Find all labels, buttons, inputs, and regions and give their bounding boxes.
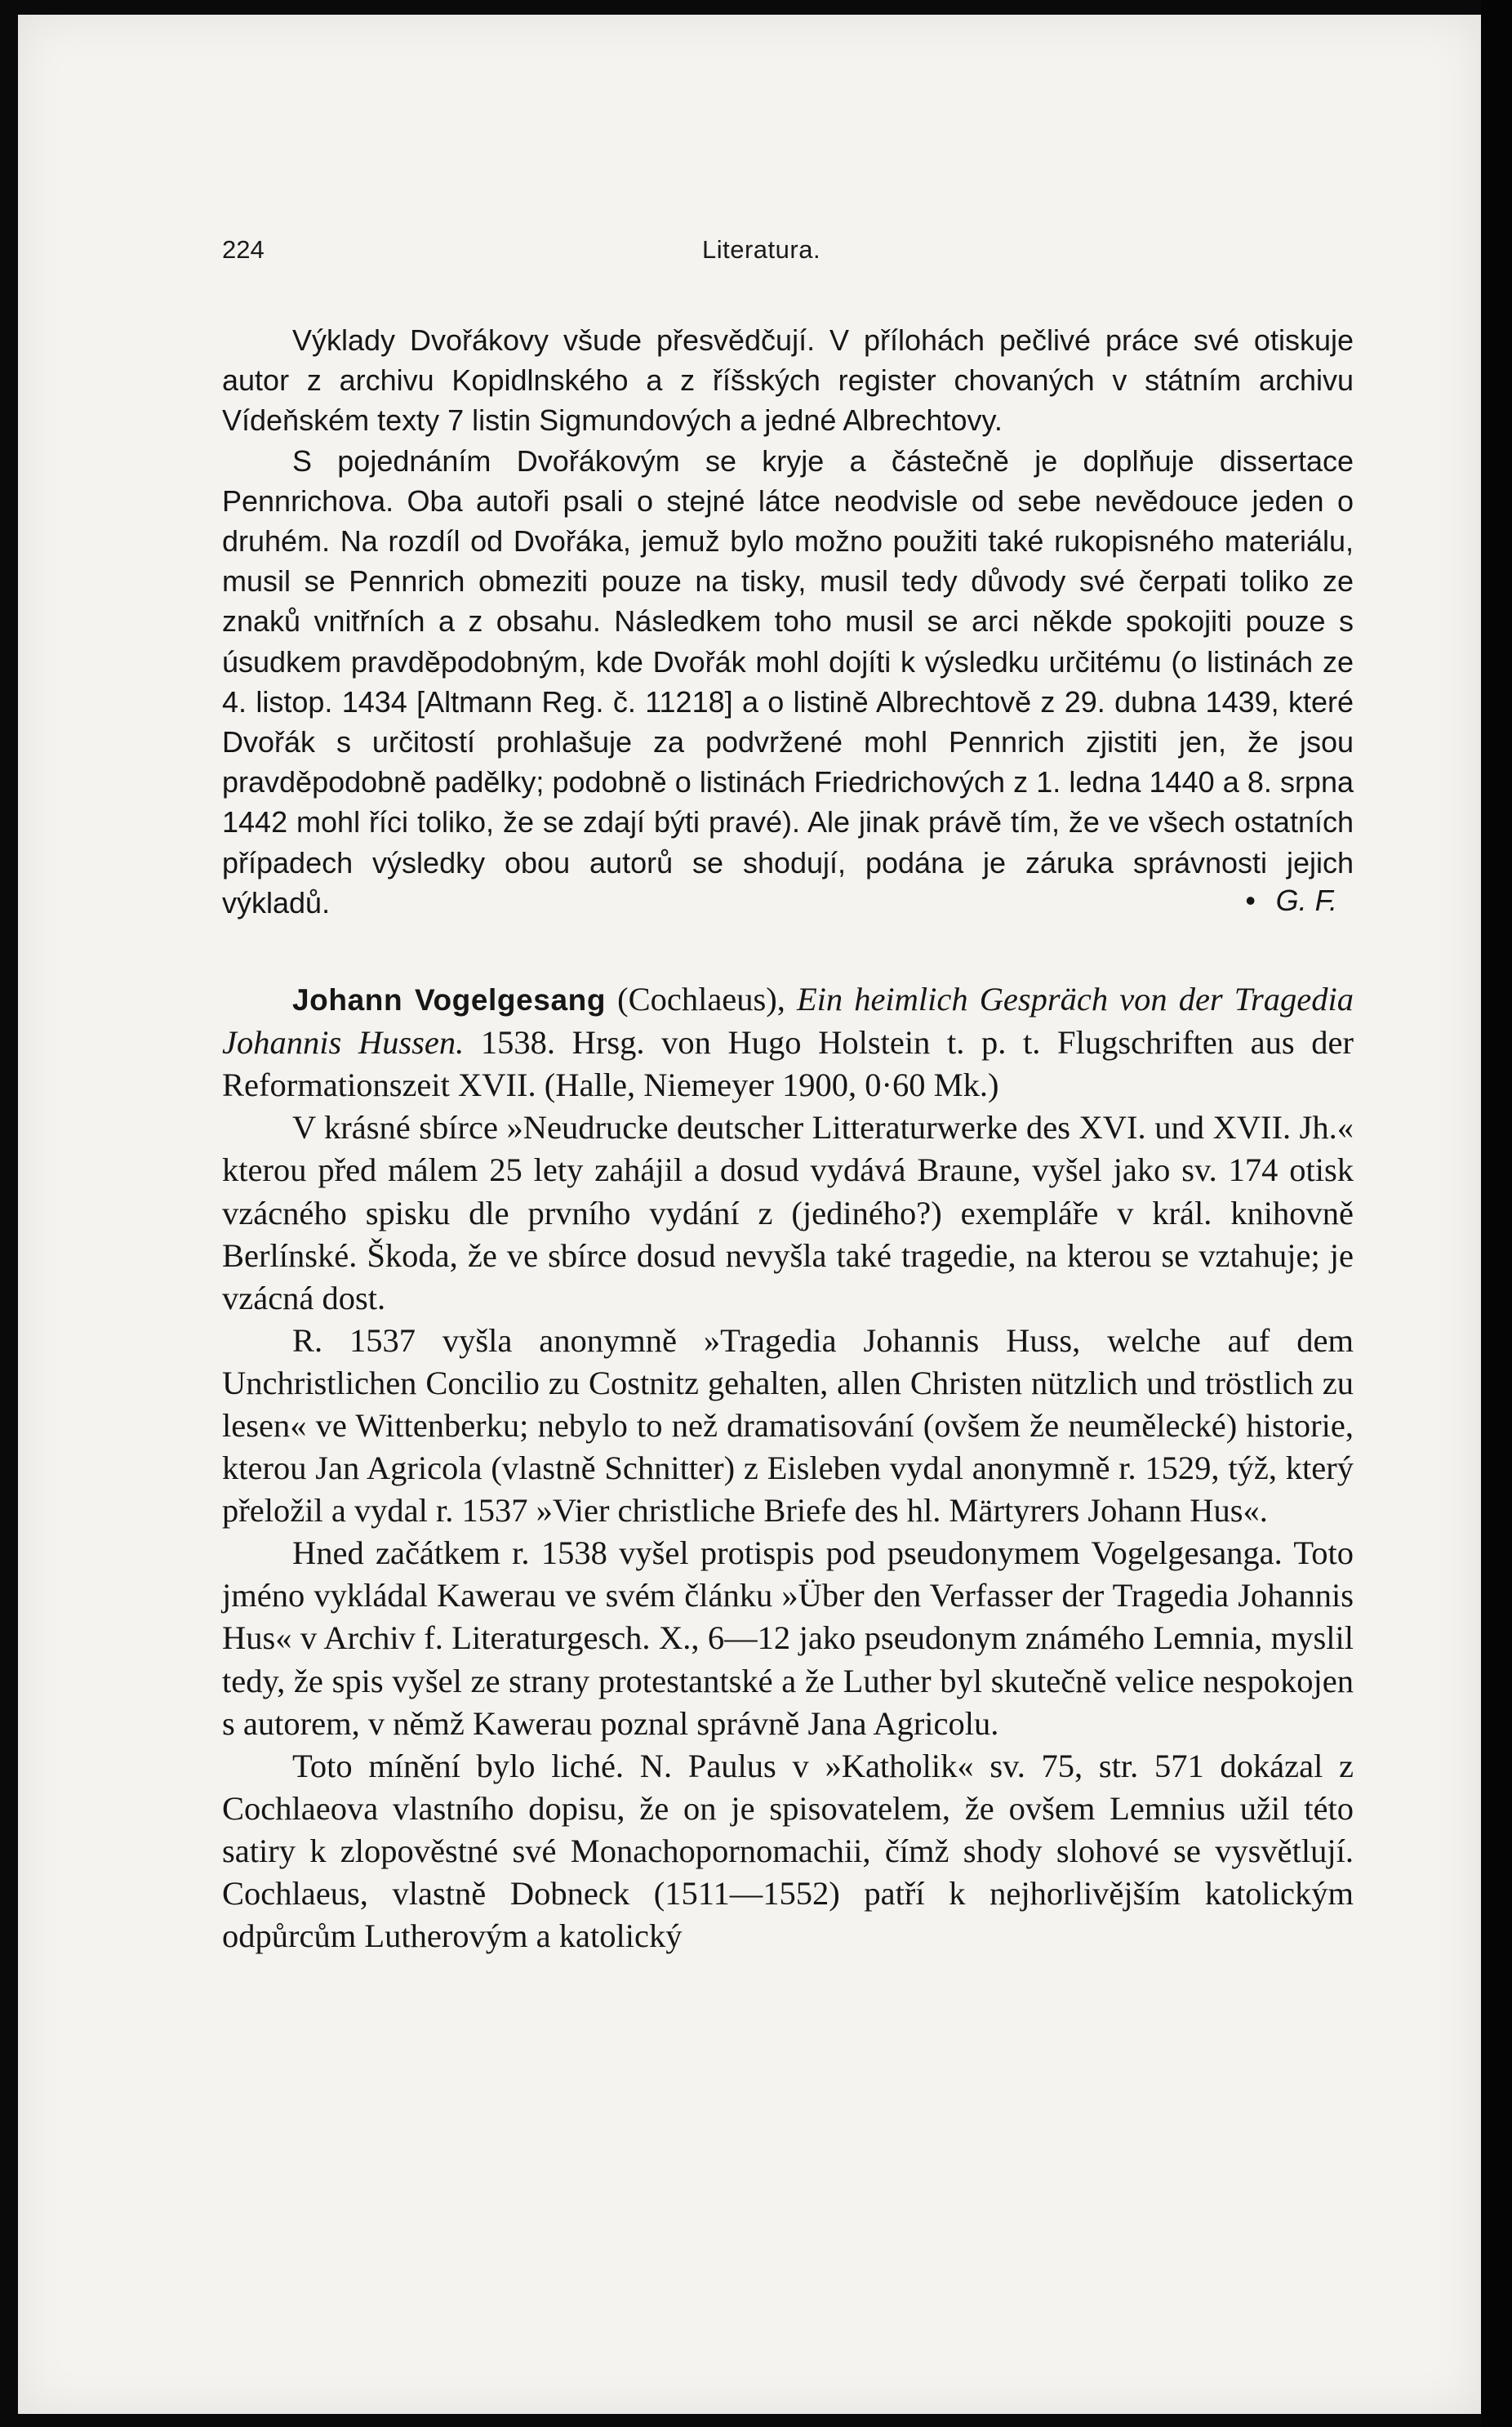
running-title: Literatura.: [702, 235, 821, 264]
scan-edge: [1481, 0, 1512, 2427]
paragraph: S pojednáním Dvořákovým se kryje a částečně je doplňuje dissertace Pennrichova. Oba autoři psali o stejné látce neodvisle od sebe nevědouce jeden o druhém. Na rozdíl od Dvořáka, jemuž bylo možno použiti také rukopisného materiálu, musil se Pennrich obmeziti pouze na tisky, musil tedy důvody své čerpati toliko ze znaků vnitřních a z obsahu. Následkem toho musil se arci někde spokojiti pouze s úsudkem pravděpodobným, kde Dvořák mohl dojíti k výsledku určitému (o listinách ze 4. listop. 1434 [Altmann Reg. č. 11218] a o listině Albrechtově z 29. dubna 1439, které Dvořák s určitostí prohlašuje za podvržené mohl Pennrich zjistiti jen, že jsou pravděpodobně padělky; podobně o listinách Friedrichových z 1. ledna 1440 a 8. srpna 1442 mohl říci toliko, že se zdají býti pravé). Ale jinak právě tím, že ve všech ostatních případech výsledky obou autorů se shodují, podána je záruka správnosti jejich výkladů.: [222, 443, 1354, 920]
paragraph: Výklady Dvořákovy všude přesvědčují. V přílohách pečlivé práce své otiskuje autor z archivu Kopidlnského a z říšských register chovaných v státním archivu Vídeňském texty 7 listin Sigmundových a jedné Albrechtovy.: [222, 323, 1354, 438]
page-text: [222, 220, 1354, 1957]
review-heading: [222, 978, 1354, 1107]
page-header: [222, 220, 1354, 273]
author-name: Johann Vogelgesang: [292, 983, 607, 1018]
paragraph: R. 1537 vyšla anonymně »Tragedia Johannis Huss, welche auf dem Unchristlichen Concilio zu Costnitz gehalten, allen Christen nützlich und tröstlich zu lesen« ve Wittenberku; nebylo to než dramatisování (ovšem že neumělecké) historie, kterou Jan Agricola (vlastně Schnitter) z Eisleben vydal anonymně r. 1529, týž, který přeložil a vydal r. 1537 »Vier christliche Briefe des hl. Märtyrers Johann Hus«.: [222, 1321, 1354, 1530]
paragraph: Hned začátkem r. 1538 vyšel protispis pod pseudonymem Vogelgesanga. Toto jméno vykládal Kawerau ve svém článku »Über den Verfasser der Tragedia Johannis Hus« v Archiv f. Literaturgesch. X., 6—12 jako pseudonym známého Lemnia, myslil tedy, že spis vyšel ze strany protestantské a že Luther byl skutečně velice nespokojen s autorem, v němž Kawerau poznal správně Jana Agricolu.: [222, 1534, 1354, 1742]
paragraph: V krásné sbírce »Neudrucke deutscher Litteraturwerke des XVI. und XVII. Jh.« kterou před málem 25 lety zahájil a dosud vydává Braune, vyšel jako sv. 174 otisk vzácného spisku dle prvního vydání z (jediného?) exempláře v král. knihovně Berlínské. Škoda, že ve sbírce dosud nevyšla také tragedie, na kterou se vztahuje; je vzácná dost.: [222, 1109, 1354, 1316]
author-note: (Cochlaeus),: [606, 981, 797, 1018]
work-title: Ein heimlich Gespräch von der Tragedia Johannis Hussen.: [222, 981, 1354, 1062]
publication-info: 1538. Hrsg. von Hugo Holstein t. p. t. Flugschriften aus der Reformationszeit XVII. (Halle, Niemeyer 1900, 0·60 Mk.): [222, 1024, 1354, 1104]
signature-initials: G. F.: [1275, 884, 1337, 918]
review-continuation: [222, 320, 1354, 923]
signature-mark: •: [1245, 884, 1256, 918]
paragraph: Toto mínění bylo liché. N. Paulus v »Katholik« sv. 75, str. 571 dokázal z Cochlaeova vlastního dopisu, že on je spisovatelem, že ovšem Lemnius užil této satiry k zlopověstné své Monachopornomachii, čímž shody slohové se vysvětlují. Cochlaeus, vlastně Dobneck (1511—1552) patří k nejhorlivějším katolickým odpůrcům Lutherovým a katolický: [222, 1747, 1354, 1955]
page-number: 224: [222, 235, 265, 264]
book-review: [222, 978, 1354, 1957]
